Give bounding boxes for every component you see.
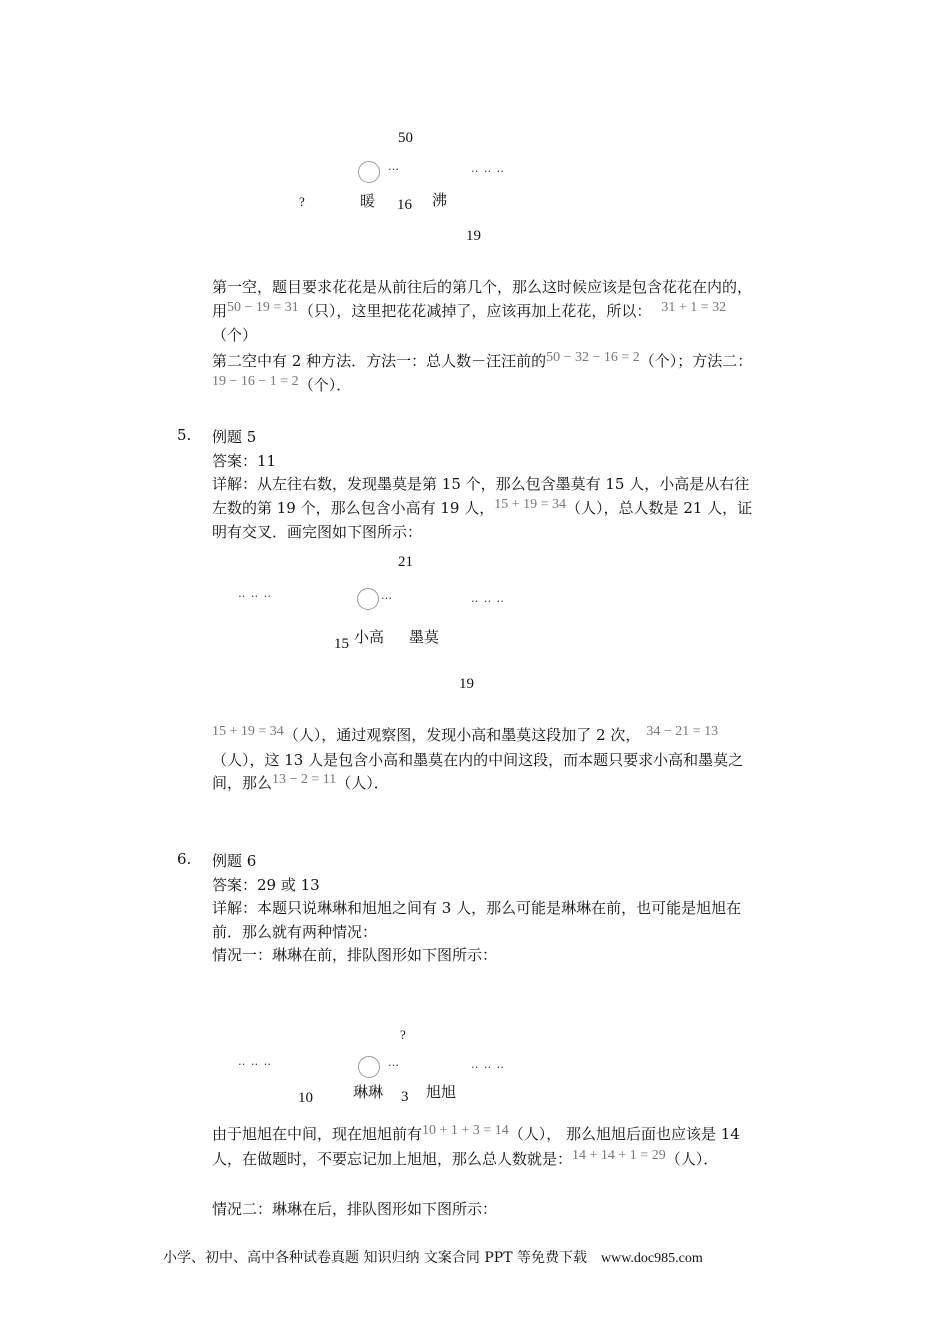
- solution-paragraph-2: [212, 724, 814, 797]
- marker-circle-icon: [358, 1056, 380, 1078]
- footer-text: 小学、初中、高中各种试卷真题 知识归纳 文案合同 PPT 等免费下载: [163, 1250, 587, 1266]
- equation: 31 + 1 = 32: [661, 299, 727, 315]
- equation: 19 − 16 − 1 = 2: [212, 374, 299, 389]
- item-number: 5.: [177, 426, 192, 444]
- solution-paragraph-3: [212, 1123, 814, 1172]
- equation: 15 + 19 = 34: [494, 496, 567, 512]
- text-line: 用50 − 19 = 31（只），这里把花花减掉了，应该再加上花花，所以： 31 + 1 = 32: [212, 299, 727, 320]
- equation: 13 − 2 = 11: [272, 772, 337, 787]
- right-dots: ‥ ‥ ‥: [471, 1058, 506, 1071]
- text-line: 15 + 19 = 34（人），通过观察图，发现小高和墨莫这段加了 2 次， 34 − 21 = 13: [212, 724, 719, 744]
- answer-line: 答案：29 或 13: [212, 875, 320, 894]
- number-3: 3: [401, 1089, 409, 1105]
- label-momo: 墨莫: [409, 628, 440, 646]
- label-warm: 暖: [360, 192, 376, 210]
- question-mark: ?: [299, 194, 305, 209]
- equation: 50 − 32 − 16 = 2: [546, 349, 640, 365]
- number-16: 16: [397, 197, 412, 213]
- text-line: 详解：从左往右数，发现墨莫是第 15 个，那么包含墨莫有 15 人，小高是从右往: [212, 475, 750, 493]
- example-title: 例题 5: [212, 428, 257, 446]
- number-15: 15: [334, 636, 349, 652]
- diagram-bottom-number: 19: [466, 228, 481, 244]
- equation: 50 − 19 = 31: [227, 299, 299, 315]
- answer-line: 答案：11: [212, 451, 277, 470]
- solution-paragraph-1: [212, 276, 814, 399]
- right-dots: ‥ ‥ ‥: [471, 592, 506, 605]
- label-xuxu: 旭旭: [426, 1083, 457, 1101]
- text-line: 明有交叉．画完图如下图所示：: [212, 523, 423, 541]
- text-line: 由于旭旭在中间，现在旭旭前有10 + 1 + 3 = 14（人）， 那么旭旭后面也应该是 14: [212, 1123, 740, 1143]
- center-dots: …: [381, 589, 393, 602]
- diagram-top-number: 50: [398, 130, 413, 146]
- text-line: （人），这 13 人是包含小高和墨莫在内的中间这段，而本题只要求小高和墨莫之: [212, 750, 744, 769]
- marker-circle-icon: [358, 161, 380, 183]
- diagram-top-number: 21: [398, 554, 413, 570]
- text-line: 详解：本题只说琳琳和旭旭之间有 3 人，那么可能是琳琳在前，也可能是旭旭在: [212, 899, 742, 917]
- equation: 15 + 19 = 34: [212, 724, 284, 739]
- center-dots: …: [388, 1056, 400, 1069]
- question-mark: ?: [400, 1027, 406, 1042]
- text-line: 间，那么13 − 2 = 11（人）．: [212, 772, 389, 792]
- text-line: 情况一：琳琳在前，排队图形如下图所示：: [212, 946, 498, 964]
- right-dots: ‥ ‥ ‥: [471, 162, 506, 175]
- equation: 34 − 21 = 13: [646, 724, 719, 739]
- number-10: 10: [298, 1090, 313, 1106]
- label-boil: 沸: [432, 191, 448, 209]
- text-line: 左数的第 19 个，那么包含小高有 19 人，15 + 19 = 34（人），总人数是 21 人，证: [212, 496, 753, 517]
- example-title: 例题 6: [212, 852, 257, 870]
- equation: 10 + 1 + 3 = 14: [422, 1123, 509, 1138]
- center-dots: …: [388, 160, 400, 173]
- text-line: 第二空中有 2 种方法．方法一：总人数－汪汪前的50 − 32 − 16 = 2（个）；方法二：: [212, 349, 753, 370]
- text-line: （个）: [212, 326, 258, 344]
- equation: 14 + 14 + 1 = 29: [572, 1147, 666, 1163]
- case-2-line: 情况二：琳琳在后，排队图形如下图所示：: [212, 1200, 498, 1218]
- text-line: 第一空，题目要求花花是从前往后的第几个，那么这时候应该是包含花花在内的，: [212, 278, 753, 296]
- left-dots: ‥ ‥ ‥: [238, 587, 273, 600]
- text-line: 前．那么就有两种情况：: [212, 922, 378, 941]
- text-line: 19 − 16 − 1 = 2（个）．: [212, 374, 352, 394]
- example-5: [212, 426, 814, 545]
- diagram-bottom-number: 19: [459, 676, 474, 692]
- item-number: 6.: [177, 850, 192, 868]
- marker-circle-icon: [357, 588, 379, 610]
- example-6: [212, 850, 814, 968]
- footer-url: www.doc985.com: [600, 1251, 703, 1266]
- text-line: 人，在做题时，不要忘记加上旭旭，那么总人数就是：14 + 14 + 1 = 29（人）．: [212, 1147, 719, 1168]
- footer: [163, 1247, 703, 1267]
- label-linlin: 琳琳: [353, 1083, 384, 1101]
- left-dots: ‥ ‥ ‥: [238, 1055, 273, 1068]
- label-xiaogao: 小高: [354, 628, 385, 646]
